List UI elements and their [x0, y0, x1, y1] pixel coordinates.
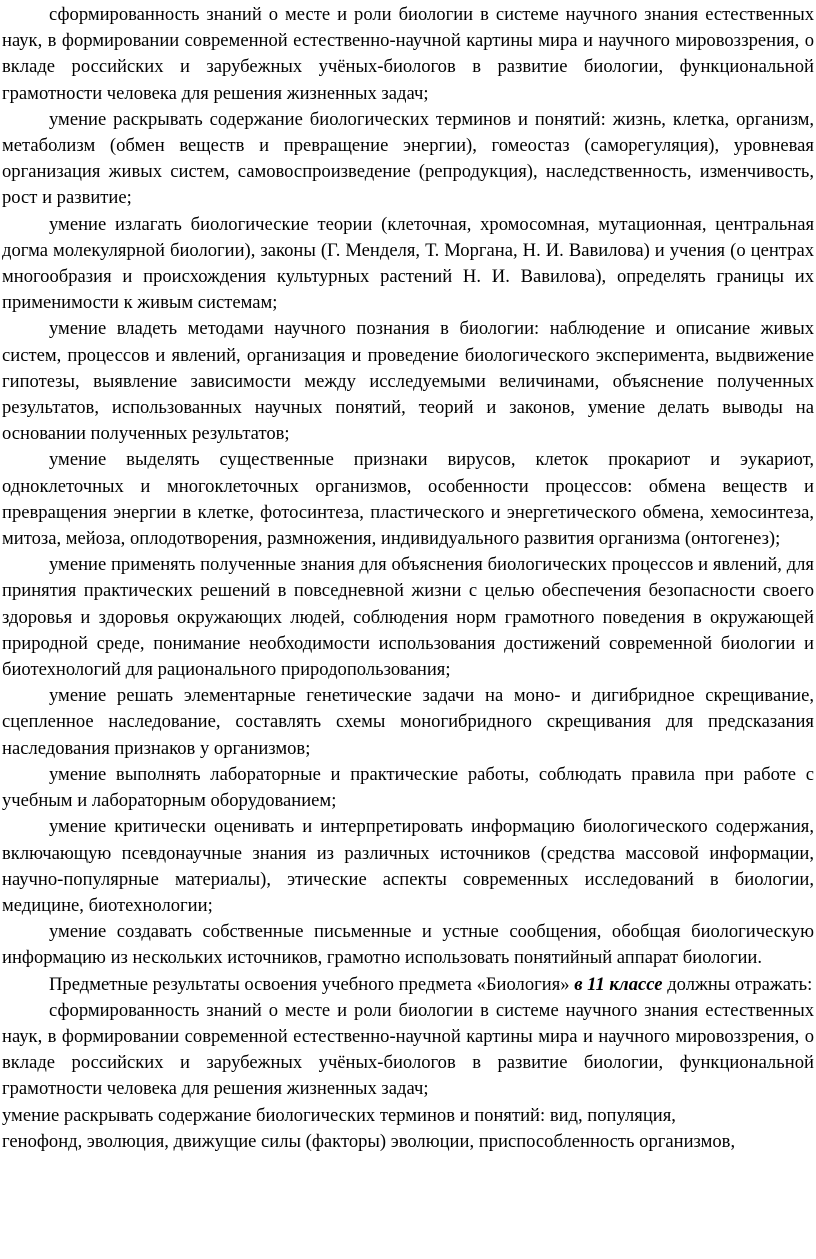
paragraph-theories-exposition: умение излагать биологические теории (клеточная, хромосомная, мутационная, центральная догма молекулярной биологии), законы (Г. Менделя, Т. Моргана, Н. И. Вавилова) и учения (о центрах многообразия и происхождения культурных растений Н. И. Вавилова), определять границы их применимости к живым системам; — [2, 213, 814, 314]
intro-text-before: Предметные результаты освоения учебного предмета «Биология» — [49, 973, 575, 995]
paragraph-scientific-methods: умение владеть методами научного познания в биологии: наблюдение и описание живых систем, процессов и явлений, организация и проведение биологического эксперимента, выдвижение гипотезы, выявление зависимости между исследуемыми величинами, объяснение полученных результатов, использованных научных понятий, теорий и законов, умение делать выводы на основании полученных результатов; — [2, 318, 814, 445]
paragraph-terms-disclosure: умение раскрывать содержание биологических терминов и понятий: жизнь, клетка, организм, метаболизм (обмен веществ и превращение энергии), гомеостаз (саморегуляция), уровневая организация живых систем, самовоспроизведение (репродукция), наследственность, изменчивость, рост и развитие; — [2, 108, 814, 209]
paragraph-essential-features: умение выделять существенные признаки вирусов, клеток прокариот и эукариот, одноклеточных и многоклеточных организмов, особенности процессов: обмена веществ и превращения энергии в клетке, фотосинтеза, пластического и энергетического обмена, хемосинтеза, митоза, мейоза, оплодотворения, размножения, индивидуального развития организма (онтогенез); — [2, 449, 814, 550]
paragraph-grade11-intro — [2, 972, 814, 998]
paragraph-knowledge-formation: сформированность знаний о месте и роли биологии в системе научного знания естественных наук, в формировании современной естественно-научной картины мира и научного мировоззрения, о вкладе российских и зарубежных учёных-биологов в развитие биологии, функциональной грамотности человека для решения жизненных задач; — [2, 4, 814, 104]
intro-text-after: должны отражать: — [662, 973, 813, 995]
terms-line-2: генофонд, эволюция, движущие силы (факторы) эволюции, приспособленность организмов, — [2, 1130, 736, 1152]
paragraph-critical-evaluation: умение критически оценивать и интерпретировать информацию биологического содержания, включающую псевдонаучные знания из различных источников (средства массовой информации, научно-популярные материалы), этические аспекты современных исследований в биологии, медицине, биотехнологии; — [2, 816, 814, 916]
terms-line-1: умение раскрывать содержание биологических терминов и понятий: вид, популяция, — [2, 1104, 676, 1126]
paragraph-grade11-knowledge-formation: сформированность знаний о месте и роли биологии в системе научного знания естественных наук, в формировании современной естественно-научной картины мира и научного мировоззрения, о вкладе российских и зарубежных учёных-биологов в развитие биологии, функциональной грамотности человека для решения жизненных задач; — [2, 999, 814, 1100]
paragraph-lab-work: умение выполнять лабораторные и практические работы, соблюдать правила при работе с учебным и лабораторным оборудованием; — [2, 763, 814, 812]
paragraph-knowledge-application: умение применять полученные знания для объяснения биологических процессов и явлений, для принятия практических решений в повседневной жизни с целью обеспечения безопасности своего здоровья и здоровья окружающих людей, соблюдения норм грамотного поведения в окружающей природной среде, понимание необходимости использования достижений современной биологии и биотехнологий для рационального природопользования; — [2, 554, 814, 681]
paragraph-grade11-terms-disclosure — [2, 1103, 814, 1155]
paragraph-own-messages: умение создавать собственные письменные и устные сообщения, обобщая биологическую информацию из нескольких источников, грамотно использовать понятийный аппарат биологии. — [2, 921, 814, 969]
intro-grade-emphasis: в 11 классе — [574, 973, 663, 995]
paragraph-genetic-problems: умение решать элементарные генетические задачи на моно- и дигибридное скрещивание, сцепленное наследование, составлять схемы моногибридного скрещивания для предсказания наследования признаков у организмов; — [2, 685, 814, 759]
